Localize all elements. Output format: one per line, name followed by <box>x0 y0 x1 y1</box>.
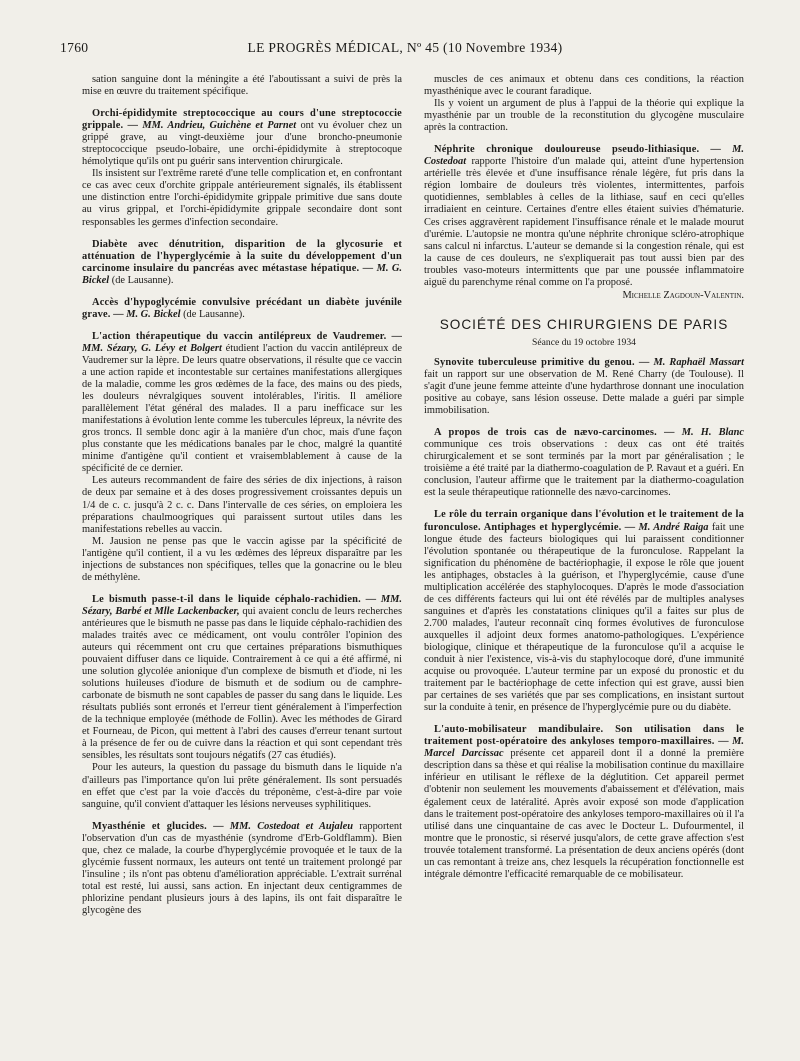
article-authors: — M. Costedoat <box>424 144 745 168</box>
journal-title: LE PROGRÈS MÉDICAL, Nº 45 (10 Novembre 1934) <box>247 40 563 55</box>
article-text: rapporte l'histoire d'un malade qui, atteint d'une hypertension artérielle très élevée et d'une insuffisance rénale légère, fut pris dans la région lombaire de douleurs très violentes, intermittentes, parfois quotidiennes, semblables à celles de la lithiase, sauf en ceci qu'elles irradiaient en ceinture. Certaines d'entre elles étaient suivies d'hématurie. Ces crises aggravèrent rapidement l'insuffisance rénale et le malade mourut d'urémie. L'autopsie ne montra qu'une néphrite chronique scléro-atrophique sans calcul ni infarctus. L'auteur se demande si la congestion rénale, qui est la cause de ces douleurs, ne s'expliquerait pas tout aussi bien par des troubles vaso-moteurs intermittents que par une poussée inflammatoire aiguë du parenchyme rénal comme on l'a proposé. <box>424 156 744 288</box>
article <box>424 509 744 714</box>
article-authors: — MM. Costedoat et Aujaleu <box>213 820 354 832</box>
article-authors: — M. G. Bickel <box>113 308 181 320</box>
seance-date: Séance du 19 octobre 1934 <box>532 336 636 348</box>
article <box>82 108 402 228</box>
society-heading: SOCIÉTÉ DES CHIRURGIENS DE PARIS <box>439 316 729 332</box>
article-authors: — MM. Andrieu, Guichène et Parnet <box>127 120 297 132</box>
article-text: (de Lausanne). <box>183 308 245 320</box>
article-text: ont vu évoluer chez un grippé grave, au vingt-deuxième jour d'une broncho-pneumonie streptococcique pseudo-lobaire, une orchi-épididymite à streptocoque hémolytique qu'ils ont pu guérir sans intervention chirurgicale. <box>82 120 402 168</box>
article-authors: — M. G. Bickel <box>82 262 402 286</box>
article-paragraph <box>424 144 744 289</box>
article <box>82 239 402 287</box>
article-authors: — M. André Raiga <box>624 521 709 533</box>
article <box>424 74 744 134</box>
article-paragraph <box>424 427 744 499</box>
article-title: Accès d'hypoglycémie convulsive précédant un diabète juvénile grave. <box>82 296 402 320</box>
article <box>424 357 744 417</box>
article-text: fait une longue étude des facteurs biologiques qui lui paraissent conditionner l'évolution spontanée ou thérapeutique de la furonculose. Rappelant la signification du phénomène de bactériophagie, il expose le rôle que jouent les antiphages, obstacles à la guérison, et l'hyperglycémie, cause d'une multiplication accélérée des staphylocoques. D'après le mode d'association de ces différents facteurs qui lui ont été révélés par de multiples analyses sanguines et d'après les constatations cliniques qu'il a faites sur plus de 2.700 malades, l'auteur reconnaît cinq formes évolutives de furonculose auxquelles il adjoint deux formes anatomo-pathologiques. L'expérience biologique, clinique et thérapeutique de la furonculose qu'il a acquise le conduit à nier l'existence, vis-à-vis du staphylocoque doré, d'une immunité acquise ou provoquée. L'auteur termine par un exposé du pronostic et du traitement par le bactériophage de cette infection qui est grave, aussi bien par certaines de ses variétés que par ses complications, en insistant surtout sur la conduite à tenir, en présence de l'hyperglycémie pure ou du diabète. <box>424 521 744 714</box>
article-authors: — M. H. Blanc <box>664 427 745 439</box>
article <box>82 821 402 917</box>
page-header <box>60 40 750 60</box>
article-title: A propos de trois cas de nævo-carcinomes. <box>434 427 657 439</box>
left-column <box>82 74 402 927</box>
article-paragraph: Ils y voient un argument de plus à l'appui de la théorie qui explique la myasthénie par un trouble de la reconstitution du glycogène musculaire après la contraction. <box>424 98 744 134</box>
article-title: Le rôle du terrain organique dans l'évolution et le traitement de la furonculose. Antiphages et hyperglycémie. <box>424 509 744 533</box>
article-paragraph <box>82 821 402 917</box>
article-text: qui avaient conclu de leurs recherches antérieures que le bismuth ne passe pas dans le liquide céphalo-rachidien des malades traités avec ce médicament, ont voulu contrôler l'opinion des auteurs qui récemment ont cru que certaines préparations bismuthiques pouvaient diffuser dans ce liquide. Contrairement à ce qui a été affirmé, ni une solution glycolée anionique d'un complexe de bismuth et d'iode, ni les solutions huileuses d'iodure de bismuth et de sodium ou de camphre-carbonate de bismuth ne sont capables de passer du sang dans le liquide. Les résultats publiés sont erronés et l'erreur tient généralement à l'imperfection de la technique employée (méthode de Follin). Avec les méthodes de Girard et Fourneau, de Picon, qui mettent à l'abri des causes d'erreur tenant surtout à la présence de fer ou de cuivre dans la réaction et qui sont cependant très sensibles, les résultats sont toujours négatifs (27 cas étudiés). <box>82 605 402 762</box>
article-title: Le bismuth passe-t-il dans le liquide céphalo-rachidien. <box>92 593 361 605</box>
article-authors: — M. Raphaël Massart <box>638 356 744 368</box>
article-text: rapportent l'observation d'un cas de myasthénie (syndrome d'Erb-Goldflamm). Bien que, chez ce malade, la courbe d'hyperglycémie provoquée et le taux de la glycémie fussent normaux, les auteurs ont tenté un traitement prolongé par l'insuline ; ils n'ont pas obtenu d'amélioration appréciable. L'extrait surrénal total est resté, lui aussi, sans action. En injectant deux centigrammes de phlorizine pendant plusieurs jours à des lapins, ils ont fait disparaître le glycogène des <box>82 820 402 916</box>
article <box>82 297 402 321</box>
article-paragraph: Ils insistent sur l'extrême rareté d'une telle complication et, en confrontant ce cas avec ceux d'orchite grippale antérieurement signalés, ils établissent une distinction entre l'orchi-épididymite grippale primitive due sans doute au virus grippal, et l'orchi-épididymite grippale secondaire dont sont responsables les germes d'infection secondaire. <box>82 168 402 228</box>
right-column <box>424 74 744 891</box>
article-text: présente cet appareil dont il a donné la première description dans sa thèse et qui réalise la mobilisation continue du maxillaire inférieur en utilisant le réflexe de la déglutition. Cet appareil permet d'obtenir non seulement les mouvements d'abaissement et d'élévation, mais également ceux de latéralité. Après avoir exposé son mode d'application dans le traitement post-opératoire des ankyloses temporo-maxillaires où il l'a utilisé dans une cinquantaine de cas avec le Docteur L. Dufourmentel, il montre que le pronostic, si réservé jusqu'alors, de cette grave affection s'est trouvée totalement transformé. La présentation de deux anciens opérés (dont un cas remontant à treize ans, chez lesquels la récupération fonctionnelle est intégrale démontre l'efficacité remarquable de ce mobilisateur. <box>424 748 744 880</box>
article-paragraph <box>424 357 744 417</box>
article-title: Néphrite chronique douloureuse pseudo-lithiasique. <box>434 144 700 156</box>
article <box>82 331 402 584</box>
article-text: muscles de ces animaux et obtenu dans ces conditions, la réaction myasthénique avec le courant faradique. <box>424 74 744 98</box>
article-title: Myasthénie et glucides. <box>92 820 207 832</box>
article <box>82 594 402 811</box>
article-text: étudient l'action du vaccin antilépreux de Vaudremer sur la lèpre. De leurs quatre observations, il résulte que ce vaccin a une action rapide et incontestable sur certaines manifestations allergiques de la maladie, comme les gros œdèmes de la face, des mains ou des pieds, les douleurs névralgiques souvent intolérables, l'iritis. Il améliore parallèlement l'état général des malades. Il a paru inefficace sur les manifestations à évolution lente comme les tubercules lépreux, la névrite des gros troncs. Il semble donc agir à la manière d'un choc, mais d'une façon plus constante que les médications banales par le choc, malgré la quantité minime d'antigène qu'il contient et vraisemblablement à cause de la spécificité de ce dernier. <box>82 342 402 475</box>
signature: Michelle Zagdoun-Valentin. <box>622 289 744 301</box>
article <box>424 427 744 499</box>
article-title: Diabète avec dénutrition, disparition de la glycosurie et atténuation de l'hyperglycémie à la suite du développement d'un carcinome insulaire du pancréas avec métastase hépatique. <box>82 238 402 274</box>
article-text: sation sanguine dont la méningite a été l'aboutissant a suivi de près la mise en œuvre du traitement spécifique. <box>82 74 402 98</box>
page-number: 1760 <box>60 40 89 55</box>
article-paragraph: Pour les auteurs, la question du passage du bismuth dans le liquide n'a d'ailleurs pas l'importance qu'on lui prête généralement. Ils sont persuadés en effet que c'est par la voie d'accès du tréponème, c'est-à-dire par voie sanguine, qu'il convient d'attaquer les lésions nerveuses syphilitiques. <box>82 762 402 810</box>
article <box>82 74 402 98</box>
article-paragraph <box>424 509 744 714</box>
article-paragraph <box>82 297 402 321</box>
article-authors: — MM. Sézary, G. Lévy et Bolgert <box>82 330 402 354</box>
article <box>424 724 744 881</box>
article-paragraph <box>424 74 744 98</box>
article-text: fait un rapport sur une observation de M. René Charry (de Toulouse). Il s'agit d'une jeune femme atteinte d'une hydarthrose donnant une inoculation positive au cobaye, sans lésion osseuse. Dette malade a guéri par simple immobilisation. <box>424 368 744 417</box>
article <box>424 144 744 302</box>
article-paragraph <box>82 74 402 98</box>
article-text: (de Lausanne). <box>111 274 174 286</box>
article-paragraph <box>82 594 402 763</box>
article-text: communique ces trois observations : deux cas ont été traités chirurgicalement et se sont terminés par la mort par généralisation ; le troisième a été traité par la diathermo-coagulation de P. Ravaut et a guéri. En conclusion, l'auteur affirme que le traitement par la diathermo-coagulation est la seule thérapeutique rationnelle des nævo-carcinomes. <box>424 439 744 499</box>
article-paragraph: M. Jausion ne pense pas que le vaccin agisse par la spécificité de l'antigène qu'il contient, il a vu les œdèmes des lépreux disparaître par les injections de substances non spécifiques, telles que la gonacrine ou le bleu de méthylène. <box>82 535 402 583</box>
article-authors: — MM. Sézary, Barbé et Mlle Lackenbacker, <box>82 593 402 617</box>
article-paragraph <box>82 108 402 168</box>
article-title: L'action thérapeutique du vaccin antilépreux de Vaudremer. <box>92 330 387 342</box>
article-paragraph <box>82 331 402 476</box>
article-title: Orchi-épididymite streptococcique au cours d'une streptococcie grippale. <box>82 108 402 132</box>
article-title: Synovite tuberculeuse primitive du genou. <box>434 356 635 368</box>
article-title: L'auto-mobilisateur mandibulaire. Son utilisation dans le traitement post-opératoire des ankyloses temporo-maxillaires. <box>424 724 744 748</box>
article-paragraph: Les auteurs recommandent de faire des séries de dix injections, à raison de deux par semaine et à des doses progressivement croissantes depuis un 1/4 de c. c. jusqu'à 2 c. c. Dans l'intervalle de ces séries, on emploiera les préparations chaulmoogriques qui paraissent surtout utiles dans les manifestations rebelles au vaccin. <box>82 475 402 535</box>
article-paragraph <box>424 724 744 881</box>
article-authors: — M. Marcel Darcissac <box>424 736 744 760</box>
article-paragraph <box>82 239 402 287</box>
